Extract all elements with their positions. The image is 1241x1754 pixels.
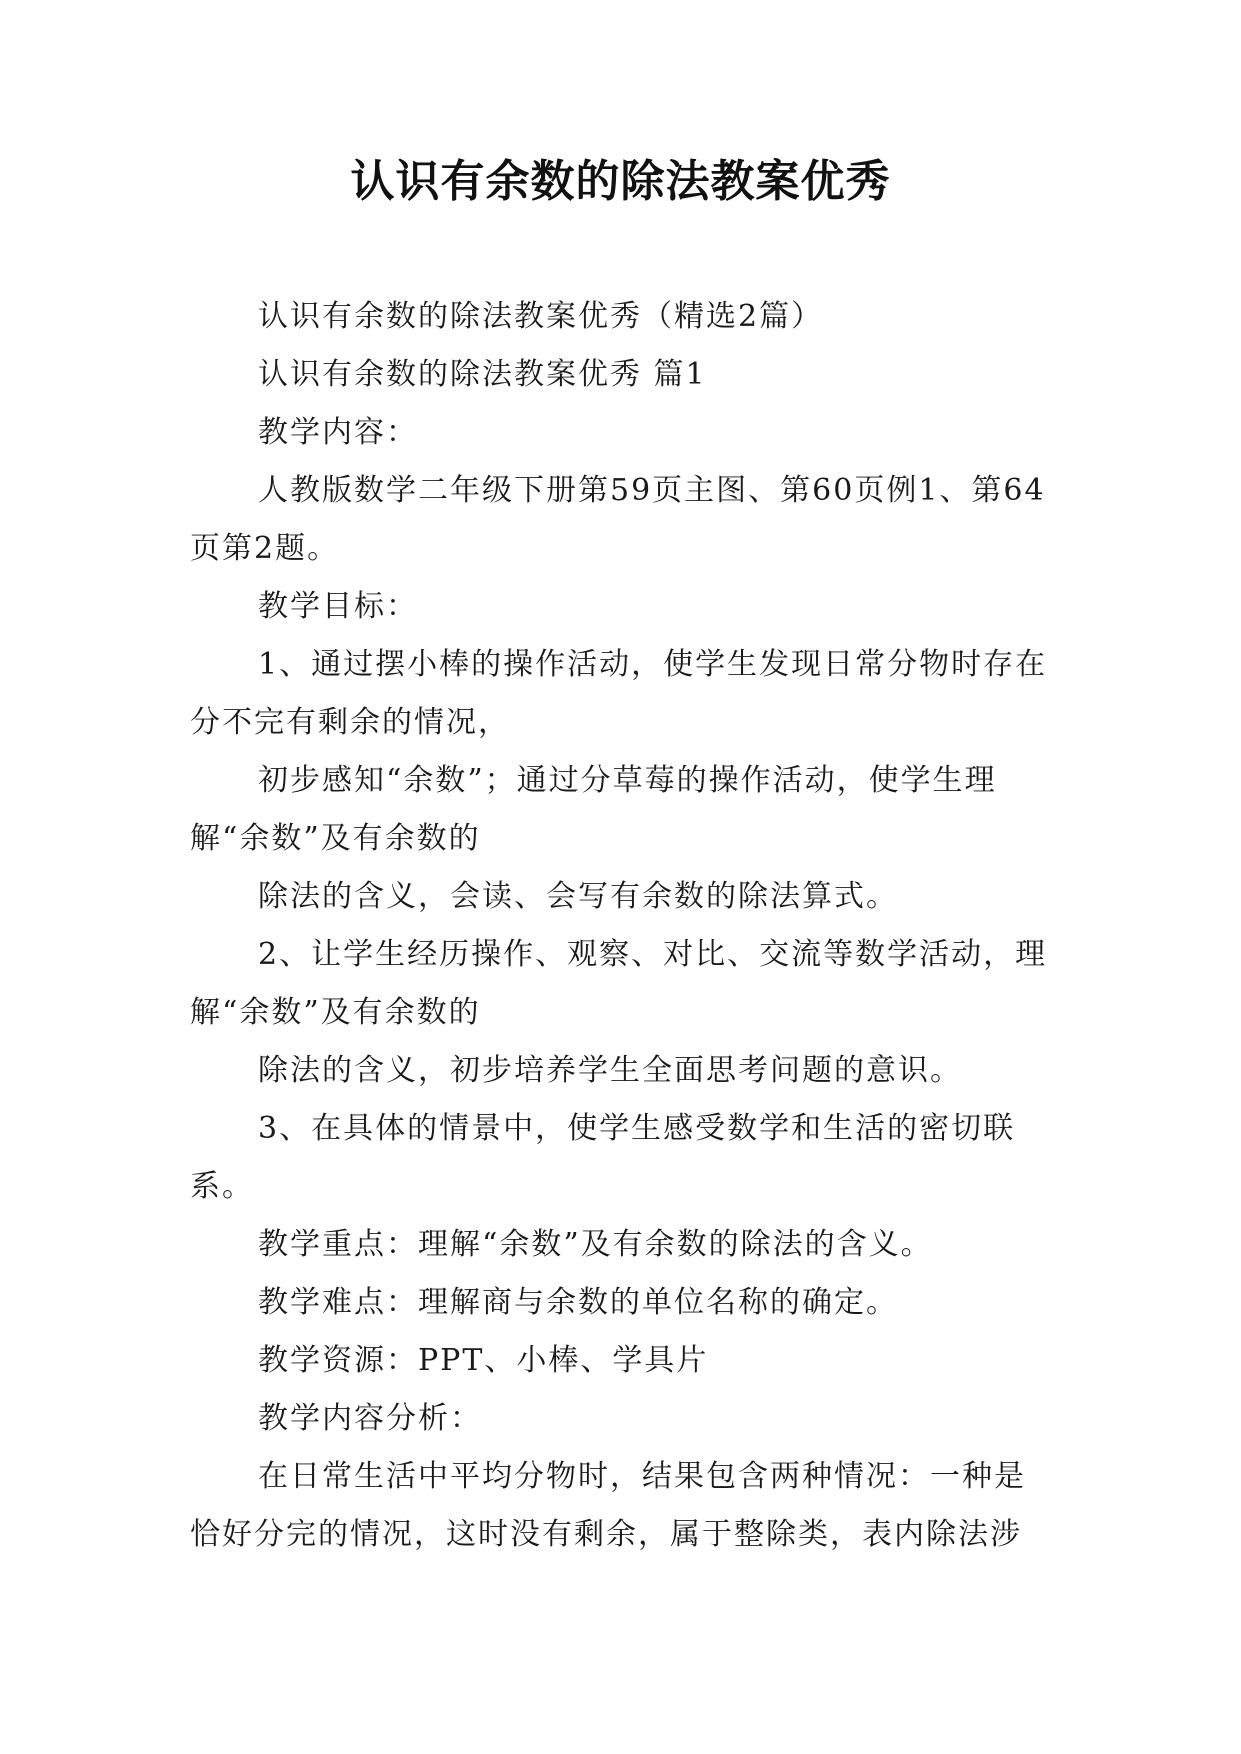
- paragraph-goal-2-end: 除法的含义，初步培养学生全面思考问题的意识。: [258, 1053, 962, 1088]
- document-body: [190, 288, 1050, 1564]
- paragraph-goal-1-cont: 初步感知“余数”；通过分草莓的操作活动，使学生理解“余数”及有余数的: [190, 763, 997, 856]
- paragraph-resources: 教学资源：PPT、小棒、学具片: [258, 1343, 709, 1378]
- paragraph-analysis-label: 教学内容分析：: [258, 1401, 482, 1436]
- paragraph-goal-1: 1、通过摆小棒的操作活动，使学生发现日常分物时存在分不完有剩余的情况，: [190, 647, 1048, 740]
- paragraph-goal-2: 2、让学生经历操作、观察、对比、交流等数学活动，理解“余数”及有余数的: [190, 937, 1048, 1030]
- document-title: 认识有余数的除法教案优秀: [350, 156, 891, 207]
- paragraph-key-point: 教学重点：理解“余数”及有余数的除法的含义。: [258, 1227, 933, 1262]
- paragraph-content: 人教版数学二年级下册第59页主图、第60页例1、第64页第2题。: [190, 473, 1046, 566]
- paragraph-intro: 认识有余数的除法教案优秀（精选2篇）: [258, 299, 824, 334]
- paragraph-analysis: 在日常生活中平均分物时，结果包含两种情况：一种是恰好分完的情况，这时没有剩余，属于整除类，表内除法涉: [190, 1459, 1026, 1552]
- paragraph-content-label: 教学内容：: [258, 415, 418, 450]
- paragraph-goal-3: 3、在具体的情景中，使学生感受数学和生活的密切联系。: [190, 1111, 1016, 1204]
- paragraph-section-heading: 认识有余数的除法教案优秀 篇1: [258, 357, 707, 392]
- paragraph-goal-1-end: 除法的含义，会读、会写有余数的除法算式。: [258, 879, 898, 914]
- paragraph-goals-label: 教学目标：: [258, 589, 418, 624]
- paragraph-difficulty: 教学难点：理解商与余数的单位名称的确定。: [258, 1285, 898, 1320]
